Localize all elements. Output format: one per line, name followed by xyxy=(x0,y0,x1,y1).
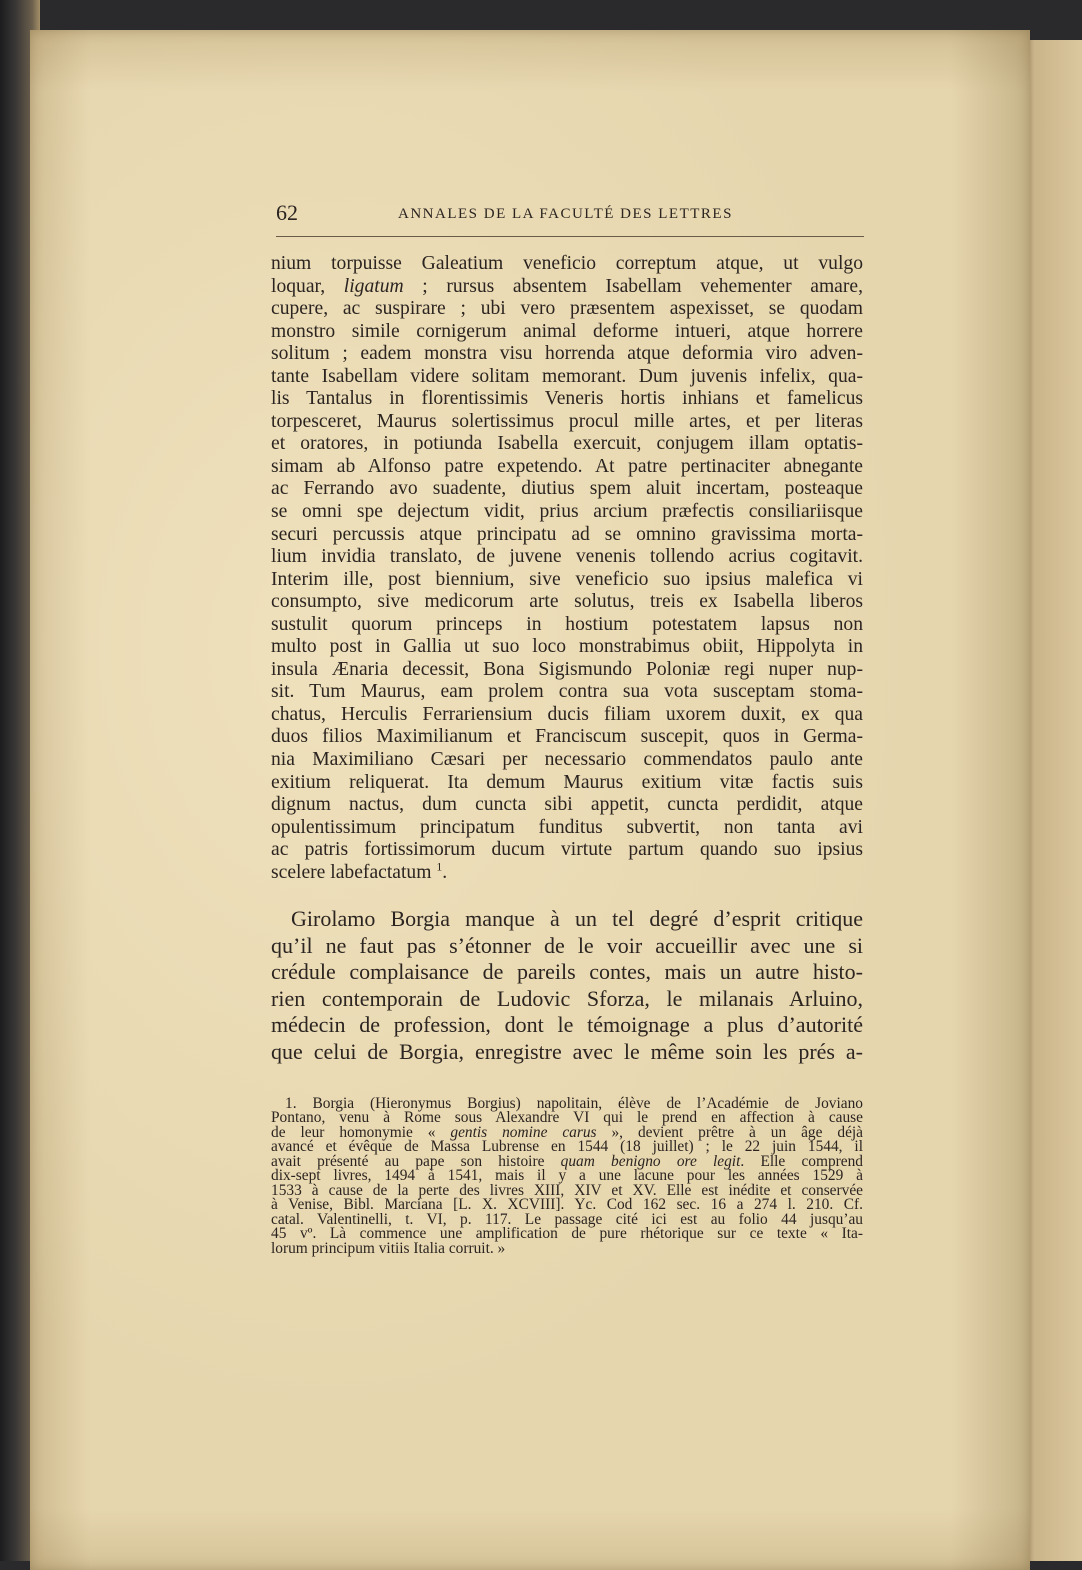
text-line: nia Maximiliano Cæsari per necessario commendatos paulo ante xyxy=(271,749,863,771)
text-line: cupere, ac suspirare ; ubi vero præsentem aspexisset, se quodam xyxy=(271,298,863,320)
text-line: lium invidia translato, de juvene venenis tollendo acrius cogitavit. xyxy=(271,546,863,568)
text-fragment: . Elle comprend xyxy=(740,1152,863,1170)
footnote-line: 1533 à cause de la perte des livres XIII, XIV et XV. Elle est inédite et conservée xyxy=(271,1181,863,1199)
text-fragment: loquar, xyxy=(271,275,344,297)
text-line: sit. Tum Maurus, eam prolem contra sua vota susceptam stoma- xyxy=(271,681,863,703)
text-line: multo post in Gallia ut suo loco monstrabimus obiit, Hippolyta in xyxy=(271,636,863,658)
text-line: solitum ; eadem monstra visu horrenda atque deformia viro adven- xyxy=(271,343,863,365)
text-line: nium torpuisse Galeatium veneficio correptum atque, ut vulgo xyxy=(271,253,863,274)
latin-quotation xyxy=(271,253,863,884)
text-fragment: scelere labefactatum xyxy=(271,861,437,883)
footnote-line: catal. Valentinelli, t. VI, p. 117. Le passage cité ici est au folio 44 jusqu’au xyxy=(271,1210,863,1228)
page-header xyxy=(276,200,864,237)
text-line: ac patris fortissimorum ducum virtute partum quando suo ipsius xyxy=(271,839,863,861)
italic-phrase: gentis nomine carus xyxy=(450,1123,597,1141)
text-line: médecin de profession, dont le témoignage a plus d’autorité xyxy=(271,1012,863,1038)
footnote-line: Pontano, venu à Rome sous Alexandre VI qui le prend en affection à cause xyxy=(271,1109,863,1127)
text-fragment: avait présenté au pape son histoire xyxy=(271,1152,561,1170)
text-line: dignum nactus, dum cuncta sibi appetit, cuncta perdidit, atque xyxy=(271,794,863,816)
text-fragment: », devient prêtre à un âge déjà xyxy=(596,1123,864,1141)
page-number: 62 xyxy=(276,200,298,225)
text-line: consumpto, sive medicorum arte solutus, treis ex Isabella liberos xyxy=(271,591,863,613)
footnote-reference: 1 xyxy=(436,860,443,874)
footnote-line: 1. Borgia (Hieronymus Borgius) napolitain, élève de l’Académie de Joviano xyxy=(285,1095,863,1112)
text-line: sustulit quorum princeps in hostium potestatem lapsus non xyxy=(271,613,863,635)
text-fragment: . xyxy=(442,861,448,883)
text-line: rien contemporain de Ludovic Sforza, le milanais Arluino, xyxy=(271,985,863,1011)
text-line: securi percussis atque principatu ad se omnino gravissima morta- xyxy=(271,523,863,545)
text-line: torpesceret, Maurus solertissimus procul mille artes, et per literas xyxy=(271,410,863,432)
text-line: duos filios Maximilianum et Franciscum suscepit, quos in Germa- xyxy=(271,726,863,748)
footnote-line: avancé et évêque de Massa Lubrense en 1544 (18 juillet) ; le 22 juin 1544, il xyxy=(271,1138,863,1156)
footnote-line: à Venise, Bibl. Marciana [L. X. XCVIII]. Yc. Cod 162 sec. 16 a 274 l. 210. Cf. xyxy=(271,1196,863,1214)
text-line xyxy=(271,862,863,885)
text-line: Girolamo Borgia manque à un tel degré d’esprit critique xyxy=(291,906,863,931)
footnote-line: lorum principum vitiis Italia corruit. » xyxy=(271,1239,506,1257)
text-line: exitium reliquerat. Ita demum Maurus exitium vitæ factis suis xyxy=(271,771,863,793)
italic-phrase: quam benigno ore legit xyxy=(560,1152,741,1170)
text-line: insula Ænaria decessit, Bona Sigismundo Poloniæ regi nuper nup- xyxy=(271,658,863,680)
text-line: se omni spe dejectum vidit, prius arcium præfectis consiliariisque xyxy=(271,501,863,523)
text-line: qu’il ne faut pas s’étonner de le voir accueillir avec une si xyxy=(271,932,863,958)
text-line: lis Tantalus in florentissimis Veneris hortis inhians et famelicus xyxy=(271,388,863,410)
text-line: simam ab Alfonso patre expetendo. At patre pertinaciter abnegante xyxy=(271,455,863,477)
text-line: ac Ferrando avo suadente, diutius spem aluit incertam, posteaque xyxy=(271,478,863,500)
footnote xyxy=(271,1097,863,1256)
footnote-line: dix-sept livres, 1494 à 1541, mais il y a une lacune pour les années 1529 à xyxy=(271,1167,863,1185)
text-line: que celui de Borgia, enregistre avec le même soin les prés a- xyxy=(271,1038,863,1064)
text-line: crédule complaisance de pareils contes, mais un autre histo- xyxy=(271,959,863,985)
footnote-line: 45 vº. Là commence une amplification de pure rhétorique sur ce texte « Ita- xyxy=(271,1225,863,1243)
text-line xyxy=(271,276,863,299)
text-fragment: de leur homonymie « xyxy=(271,1123,451,1141)
text-line: monstro simile cornigerum animal deforme intueri, atque horrere xyxy=(271,320,863,342)
text-line: Interim ille, post biennium, sive veneficio suo ipsius malefica vi xyxy=(271,568,863,590)
text-line: et oratores, in potiunda Isabella exercuit, conjugem illam optatis- xyxy=(271,433,863,455)
french-paragraph xyxy=(271,906,863,1066)
running-title: ANNALES DE LA FACULTÉ DES LETTRES xyxy=(398,206,733,222)
text-line: tante Isabellam videre solitam memorant. Dum juvenis infelix, qua- xyxy=(271,365,863,387)
italic-word: ligatum xyxy=(343,275,404,297)
text-fragment: ; rursus absentem Isabellam vehementer amare, xyxy=(403,275,863,297)
text-line: chatus, Herculis Ferrariensium ducis filiam uxorem duxit, ex qua xyxy=(271,703,863,725)
text-line: opulentissimum principatum funditus subvertit, non tanta avi xyxy=(271,816,863,838)
